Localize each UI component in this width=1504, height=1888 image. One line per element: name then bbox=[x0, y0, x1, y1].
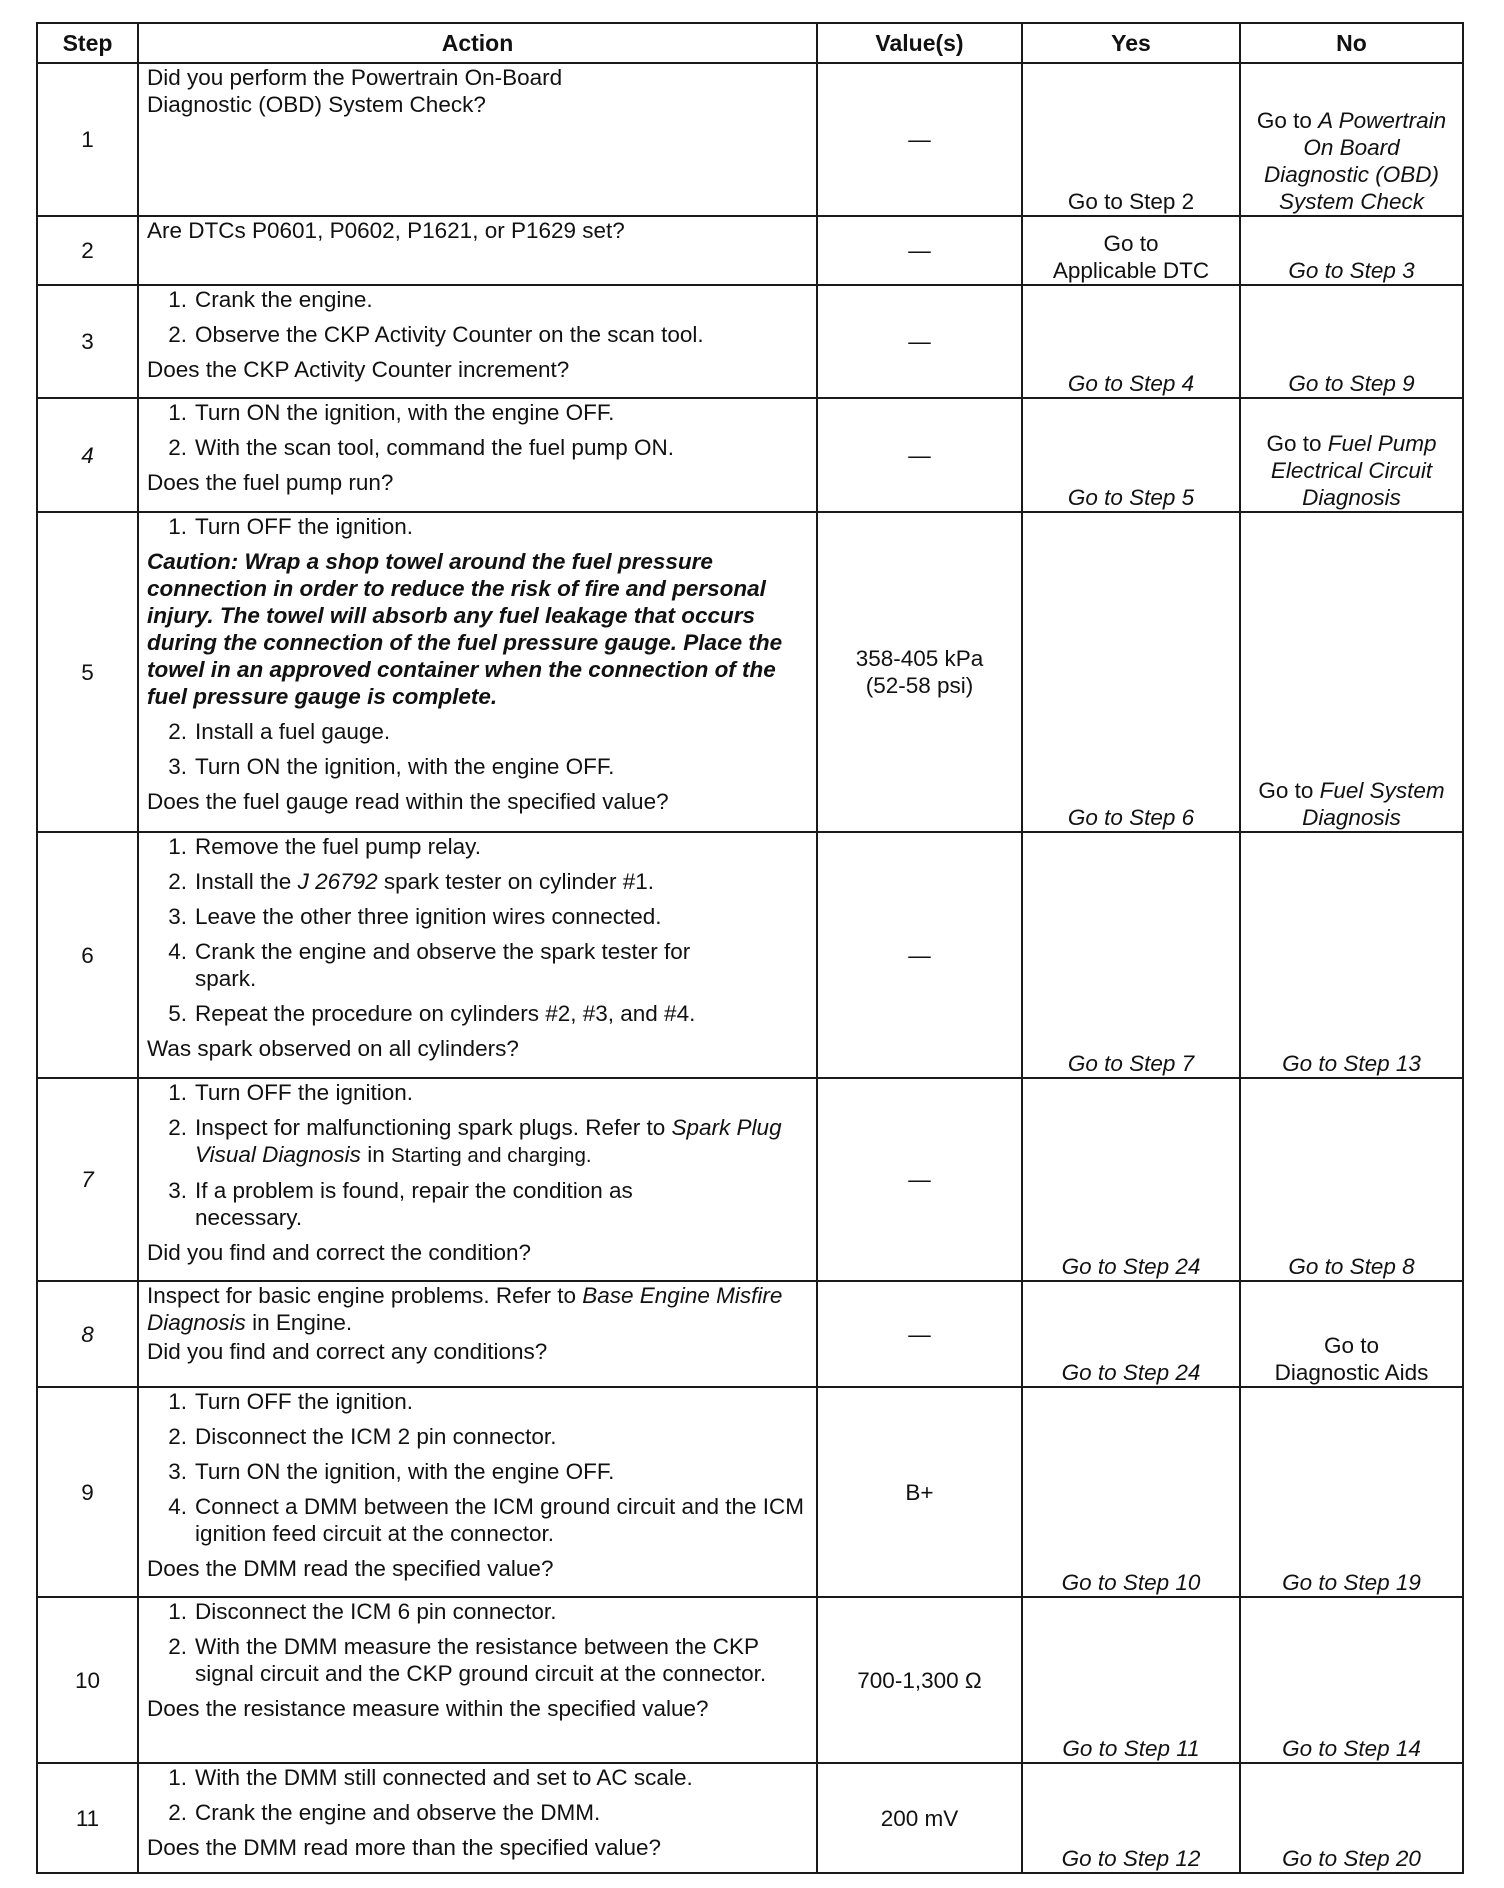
value-cell: — bbox=[817, 216, 1022, 285]
action-cell bbox=[138, 398, 817, 512]
value-cell: — bbox=[817, 63, 1022, 216]
header-row bbox=[37, 23, 1463, 63]
value-cell: — bbox=[817, 398, 1022, 512]
no-prefix: Go to bbox=[1266, 431, 1322, 456]
header-no: No bbox=[1240, 23, 1463, 63]
no-cell[interactable]: Go to Step 19 bbox=[1240, 1387, 1463, 1597]
table-row-step-9 bbox=[37, 1387, 1463, 1597]
reference-link[interactable]: Base Engine Misfire Diagnosis bbox=[147, 1283, 783, 1335]
diagnostic-table bbox=[36, 22, 1464, 1874]
list-item: 2. Install the J 26792 spark tester on cylinder #1. bbox=[168, 869, 655, 894]
table-row-step-11 bbox=[37, 1763, 1463, 1873]
list-item: 4. Crank the engine and observe the spark tester for spark. bbox=[168, 939, 691, 991]
yes-cell[interactable]: Go to Step 6 bbox=[1022, 512, 1240, 832]
no-cell[interactable]: Go to Step 3 bbox=[1240, 216, 1463, 285]
table-row-step-1 bbox=[37, 63, 1463, 216]
list-item: 2. With the scan tool, command the fuel pump ON. bbox=[168, 435, 674, 460]
no-link[interactable]: A Powertrain On Board Diagnostic (OBD) System Check bbox=[1263, 108, 1447, 214]
list-item: 2. Disconnect the ICM 2 pin connector. bbox=[168, 1424, 557, 1449]
header-step: Step bbox=[37, 23, 138, 63]
list-item: 3. Turn ON the ignition, with the engine OFF. bbox=[168, 1459, 615, 1484]
caution-note: Caution: Wrap a shop towel around the fuel pressure connection in order to reduce the risk of fire and personal injury. The towel will absorb any fuel leakage that occurs during the connection of the fuel pressure gauge. Place the towel in an approved container when the connection of the fuel pressure gauge is complete. bbox=[147, 549, 783, 709]
action-cell bbox=[138, 63, 817, 216]
list-item: 2. With the DMM measure the resistance between the CKP signal circuit and the CKP ground circuit at the connector. bbox=[168, 1634, 767, 1686]
step-number: 8 bbox=[37, 1281, 138, 1387]
table-row-step-7 bbox=[37, 1078, 1463, 1281]
yes-cell[interactable]: Go to Step 24 bbox=[1022, 1078, 1240, 1281]
value-cell: — bbox=[817, 1078, 1022, 1281]
action-cell bbox=[138, 1078, 817, 1281]
list-item: 1. Turn ON the ignition, with the engine OFF. bbox=[168, 400, 615, 425]
action-cell bbox=[138, 1763, 817, 1873]
no-cell[interactable] bbox=[1240, 63, 1463, 216]
step-number: 3 bbox=[37, 285, 138, 398]
list-item: 2. Crank the engine and observe the DMM. bbox=[168, 1800, 601, 1825]
no-cell[interactable]: Go to Step 9 bbox=[1240, 285, 1463, 398]
list-item: 3. If a problem is found, repair the condition as necessary. bbox=[168, 1178, 633, 1230]
table-row-step-3 bbox=[37, 285, 1463, 398]
action-cell bbox=[138, 1387, 817, 1597]
question-text: Does the CKP Activity Counter increment? bbox=[147, 357, 570, 382]
value-cell: — bbox=[817, 285, 1022, 398]
question-text: Does the DMM read more than the specified value? bbox=[147, 1835, 662, 1860]
question-text: Did you find and correct any conditions? bbox=[147, 1339, 548, 1364]
step-number: 7 bbox=[37, 1078, 138, 1281]
yes-cell[interactable] bbox=[1022, 216, 1240, 285]
section-reference: Starting and charging. bbox=[390, 1144, 592, 1167]
value-cell bbox=[817, 512, 1022, 832]
value-cell: B+ bbox=[817, 1387, 1022, 1597]
question-text: Was spark observed on all cylinders? bbox=[147, 1036, 519, 1061]
no-line-2: Diagnostic Aids bbox=[1274, 1360, 1429, 1385]
no-prefix: Go to bbox=[1258, 778, 1314, 803]
yes-cell[interactable]: Go to Step 11 bbox=[1022, 1597, 1240, 1763]
action-cell bbox=[138, 285, 817, 398]
value-line-2: (52-58 psi) bbox=[865, 673, 974, 698]
no-prefix: Go to bbox=[1256, 108, 1312, 133]
action-cell bbox=[138, 832, 817, 1078]
value-cell: — bbox=[817, 1281, 1022, 1387]
yes-line-1: Go to bbox=[1103, 231, 1159, 256]
yes-cell[interactable]: Go to Step 10 bbox=[1022, 1387, 1240, 1597]
list-item: 1. Crank the engine. bbox=[168, 287, 373, 312]
question-text: Does the fuel gauge read within the specified value? bbox=[147, 789, 669, 814]
no-cell[interactable]: Go to Step 13 bbox=[1240, 832, 1463, 1078]
step-number: 5 bbox=[37, 512, 138, 832]
list-item: 1. Remove the fuel pump relay. bbox=[168, 834, 481, 859]
step-number: 1 bbox=[37, 63, 138, 216]
yes-line-2: Applicable DTC bbox=[1052, 258, 1210, 283]
table-row-step-5 bbox=[37, 512, 1463, 832]
no-link[interactable]: Fuel System Diagnosis bbox=[1302, 778, 1445, 830]
list-item: 2. Inspect for malfunctioning spark plugs. Refer to Spark Plug Visual Diagnosis in Starting and charging. bbox=[168, 1115, 782, 1167]
value-cell: 200 mV bbox=[817, 1763, 1022, 1873]
list-item: 1. Disconnect the ICM 6 pin connector. bbox=[168, 1599, 557, 1624]
table-row-step-2 bbox=[37, 216, 1463, 285]
action-cell bbox=[138, 512, 817, 832]
header-action: Action bbox=[138, 23, 817, 63]
value-cell: — bbox=[817, 832, 1022, 1078]
reference-link[interactable]: Spark Plug Visual Diagnosis bbox=[195, 1115, 782, 1167]
action-cell bbox=[138, 1281, 817, 1387]
no-cell[interactable] bbox=[1240, 1281, 1463, 1387]
value-line-1: 358-405 kPa bbox=[855, 646, 984, 671]
step-number: 10 bbox=[37, 1597, 138, 1763]
question-text: Are DTCs P0601, P0602, P1621, or P1629 set? bbox=[147, 218, 625, 243]
step-number: 9 bbox=[37, 1387, 138, 1597]
step-number: 11 bbox=[37, 1763, 138, 1873]
table-row-step-10 bbox=[37, 1597, 1463, 1763]
yes-cell[interactable]: Go to Step 4 bbox=[1022, 285, 1240, 398]
yes-cell[interactable]: Go to Step 5 bbox=[1022, 398, 1240, 512]
question-text: Does the fuel pump run? bbox=[147, 470, 394, 495]
value-cell: 700-1,300 Ω bbox=[817, 1597, 1022, 1763]
yes-cell[interactable]: Go to Step 24 bbox=[1022, 1281, 1240, 1387]
instruction-text: Inspect for basic engine problems. Refer to Base Engine Misfire Diagnosis in Engine. bbox=[147, 1283, 783, 1335]
list-item: 5. Repeat the procedure on cylinders #2, #3, and #4. bbox=[168, 1001, 696, 1026]
list-item: 4. Connect a DMM between the ICM ground circuit and the ICM ignition feed circuit at the connector. bbox=[168, 1494, 805, 1546]
no-line-1: Go to bbox=[1323, 1333, 1380, 1358]
list-item: 2. Install a fuel gauge. bbox=[168, 719, 391, 744]
table-row-step-6 bbox=[37, 832, 1463, 1078]
step-number: 6 bbox=[37, 832, 138, 1078]
tool-reference: J 26792 bbox=[297, 869, 378, 894]
yes-cell[interactable]: Go to Step 2 bbox=[1022, 63, 1240, 216]
yes-cell[interactable]: Go to Step 7 bbox=[1022, 832, 1240, 1078]
list-item: 2. Observe the CKP Activity Counter on the scan tool. bbox=[168, 322, 704, 347]
no-link[interactable]: Fuel Pump Electrical Circuit Diagnosis bbox=[1270, 431, 1437, 510]
step-number: 4 bbox=[37, 398, 138, 512]
header-yes: Yes bbox=[1022, 23, 1240, 63]
header-values: Value(s) bbox=[817, 23, 1022, 63]
question-text: Did you find and correct the condition? bbox=[147, 1240, 531, 1265]
action-cell bbox=[138, 216, 817, 285]
no-cell[interactable]: Go to Step 14 bbox=[1240, 1597, 1463, 1763]
list-item: 3. Leave the other three ignition wires connected. bbox=[168, 904, 662, 929]
table-row-step-4 bbox=[37, 398, 1463, 512]
list-item: 1. Turn OFF the ignition. bbox=[168, 1080, 414, 1105]
list-item: 1. Turn OFF the ignition. bbox=[168, 1389, 414, 1414]
list-item: 3. Turn ON the ignition, with the engine OFF. bbox=[168, 754, 615, 779]
no-cell[interactable]: Go to Step 8 bbox=[1240, 1078, 1463, 1281]
question-text: Does the resistance measure within the specified value? bbox=[147, 1696, 709, 1721]
action-cell bbox=[138, 1597, 817, 1763]
no-cell[interactable] bbox=[1240, 512, 1463, 832]
no-cell[interactable]: Go to Step 20 bbox=[1240, 1763, 1463, 1873]
yes-cell[interactable]: Go to Step 12 bbox=[1022, 1763, 1240, 1873]
table-row-step-8 bbox=[37, 1281, 1463, 1387]
list-item: 1. Turn OFF the ignition. bbox=[168, 514, 414, 539]
list-item: 1. With the DMM still connected and set to AC scale. bbox=[168, 1765, 693, 1790]
question-text: Does the DMM read the specified value? bbox=[147, 1556, 554, 1581]
step-number: 2 bbox=[37, 216, 138, 285]
question-text: Did you perform the Powertrain On-Board Diagnostic (OBD) System Check? bbox=[147, 65, 563, 117]
no-cell[interactable] bbox=[1240, 398, 1463, 512]
